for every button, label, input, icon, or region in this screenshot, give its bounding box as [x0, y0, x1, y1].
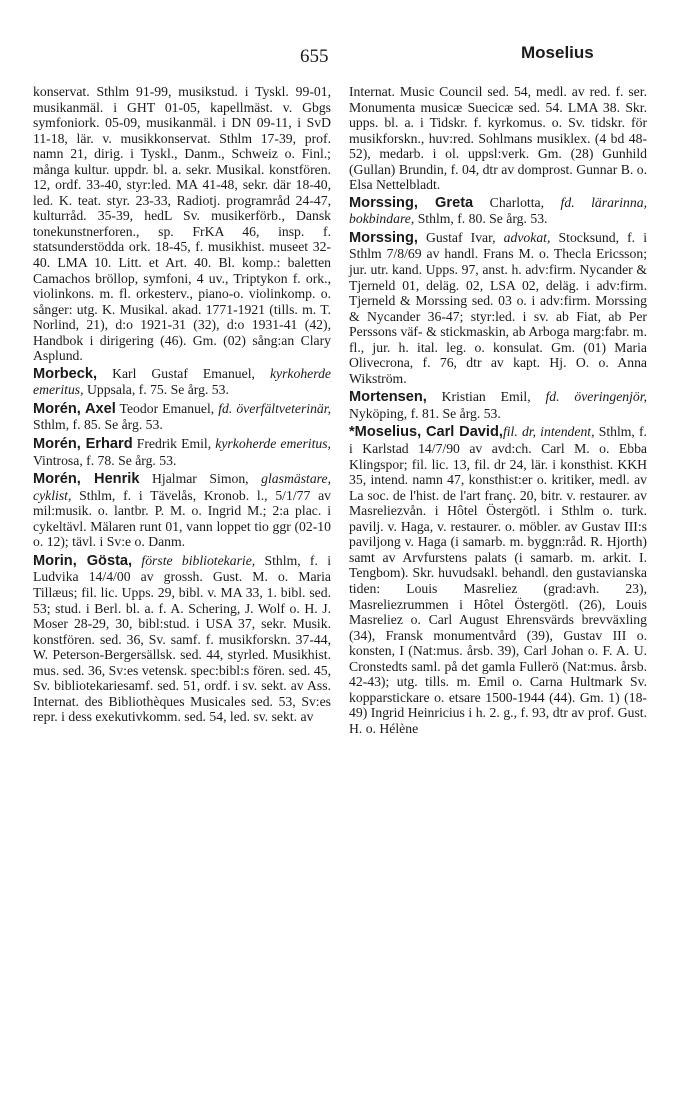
entry-morssing-ivar: [349, 230, 647, 386]
entry-names: [132, 553, 141, 568]
entry-text: Sthlm, f. 80. Se årg. 53.: [414, 211, 548, 227]
entry-headword: Morén, Erhard: [33, 436, 133, 453]
entry-text: Sthlm, f. i Ludvika 14/4/00 av grossh. Gust. M. o. Maria Tillæus; fil. lic. Upps. 29, bibl. v. MA 33, 1. bibl. sed. 53; stud. i Berl. bl. a. f. A. Schering, J. Wolf o. H. J. Moser 28-29, 30, bibl:stud. i USA 37, sekr. Musik. konstfören. sed. 36, Sv. samf. f. musikforskn. 37-44, W. Peterson-Bergersällsk. sed. 44, styrled. Musikhist. mus. sed. 36, Sv:es vetensk. spec:bibl:s fören. sed. 45, Sv. bibliotekariesamf. sed. 51, ordf. i sv. sekt. av Ass. Internat. des Bibliothèques Musicales sed. 53, Sv:es repr. i dess exekutivkomm. sed. 54, led. sv. sekt. av: [33, 552, 331, 725]
entry-occupation: fil. dr, intendent,: [502, 424, 595, 440]
entry-headword: Morén, Axel: [33, 400, 116, 417]
entry-morbeck: [33, 366, 331, 398]
entry-text: Uppsala, f. 75. Se årg. 53.: [83, 382, 229, 398]
entry-occupation: advokat,: [503, 229, 551, 245]
entry-text: Vintrosa, f. 78. Se årg. 53.: [33, 452, 177, 468]
entry-occupation: fd. överingenjör,: [545, 389, 647, 405]
left-column: [33, 84, 331, 725]
entry-names: Teodor Emanuel,: [115, 400, 219, 416]
entry-text: Nyköping, f. 81. Se årg. 53.: [349, 405, 501, 421]
running-head: Moselius: [521, 43, 594, 62]
entry-headword: *Moselius, Carl David,: [349, 424, 503, 441]
entry-mortensen: [349, 389, 647, 421]
page-number: 655: [300, 46, 329, 67]
entry-text: Sthlm, f. i Tävelås, Kronob. l., 5/1/77 av mil:musik. o. lantbr. P. M. o. Ingrid M.; 2:a plac. i cykeltävl. Mälaren runt 01, vann loppet tio ggr (02-10 o. 12); tävl. i Sv:e o. Danm.: [33, 487, 331, 550]
entry-names: Karl Gustaf Emanuel,: [97, 365, 270, 381]
entry-headword: Morssing,: [349, 229, 418, 246]
entry-headword: Mortensen,: [349, 389, 427, 406]
entry-morin-gosta: [33, 553, 331, 725]
entry-occupation: fd. överfältveterinär,: [218, 400, 331, 416]
entry-names: Hjalmar Simon,: [139, 471, 262, 487]
entry-occupation: kyrkoherde emeritus,: [215, 436, 331, 452]
entry-names: Charlotta,: [473, 194, 561, 210]
entry-moren-axel: [33, 401, 331, 433]
entry-headword: Morén, Henrik: [33, 471, 140, 488]
entry-occupation: glasmästare, cyklist,: [33, 471, 331, 503]
entry-text: Sthlm, f. 85. Se årg. 53.: [33, 417, 163, 433]
entry-moren-erhard: [33, 436, 331, 468]
entry-moselius: [349, 424, 647, 736]
entry-names: Kristian Emil,: [426, 389, 546, 405]
entry-headword: Morbeck,: [33, 365, 98, 382]
right-column: [349, 84, 647, 736]
entry-moren-henrik: [33, 471, 331, 550]
entry-occupation: fd. lärarinna, bokbindare,: [349, 194, 648, 227]
entry-occupation: kyrkoherde emeritus,: [33, 365, 331, 398]
entry-headword: Morssing, Greta: [349, 194, 474, 211]
entry-names: Gustaf Ivar,: [417, 229, 504, 245]
entry-names: Fredrik Emil,: [132, 436, 216, 452]
entry-occupation: förste bibliotekarie,: [141, 552, 256, 568]
continued-entry-text: konservat. Sthlm 91-99, musikstud. i Tyskl. 99-01, musikanmäl. i GHT 01-05, kapellmäst. v. Gbgs symfoniork. 05-09, musikanmäl. i DN 09-11, i SvD 11-18, lär. v. musikkonservat. Sthlm 17-39, prof. namn 21, dirig. i Tyskl., Danm., Schweiz o. Finl.; många kultur. uppdr. bl. a. sekr. Musikal. konstfören. 12, ordf. 33-40, styr:led. MA 41-48, sekr. där 18-40, led. K. teat. styr. 23-33, Radiotj. programråd 24-47, kulturråd. 35-39, hedL Sv. musikerförb., Dansk tonekunstnerforen., sp. FrKA 46, insp. f. statsunderstödda ork. 18-45, f. musikhist. museet 32-40. LMA 10. Litt. et Art. 40. Bl. komp.: baletten Camachos bröllop, symfoni, 4 uv., Triptykon f. ork., violinkons. m. fl. orkesterv., piano-o. violinkomp. o. sånger: utg. K. Musikal. akad. 1771-1921 (tills. m. T. Norlind, 21), d:o 1921-31 (32), d:o 1931-41 (42), Handbok i dirigering (46). Gm. (02) sång:an Clary Asplund.: [33, 84, 331, 364]
entry-morssing-greta: [349, 195, 647, 227]
entry-text: Stocksund, f. i Sthlm 7/8/69 av handl. Frans M. o. Thecla Ericsson; jur. utr. kand. Upps. 97, anst. h. adv:firm. Nycander & Tjerneld 01, deläg. 02, LSA 02, deläg. i adv:firm. Tjerneld & Morssing sed. 03 o. i adv:firm. Morssing & Nycander 36-47; styr:led. i sv. ab Fiat, ab Per Perssons väf- & stickmaskin, ab Arboga marg:fabr. m. fl., jur. h. ital. leg. o. konsulat. Gm. (01) Maria Olivecrona, f. 76, dtr av kapt. Hj. O. o. Anna Wikström.: [349, 229, 647, 386]
continued-entry-text: Internat. Music Council sed. 54, medl. av red. f. ser. Monumenta musicæ Suecicæ sed. 54. LMA 38. Skr. upps. bl. a. i Tidskr. f. kyrkomus. o. Sv. tidskr. för musikforskn., huv:red. Sohlmans musiklex. (4 bd 48-52), medarb. i ol. uppsl:verk. Gm. (28) Gunhild (Gullan) Brundin, f. 04, dtr av domprost. Gunnar B. o. Elsa Nettelbladt.: [349, 84, 647, 193]
entry-text: Sthlm, f. i Karlstad 14/7/90 av avd:ch. Carl M. o. Ebba Klingspor; fil. lic. 13, fil. dr 24, lär. i konsthist. KKH 35, intend. namn 47, konsthist:er o. kritiker, medl. av La soc. de l'hist. de l'art franç. 20, bitr. v. restaurer. av Masreliezvån. i Hôtel Östergötl. i Sthlm o. turk. pavilj. v. Haga, v. restaurer. o. möbler. av Gustav III:s paviljong v. Haga (i samarb. m. byggn:råd. R. Hjorth) samt av Arvfurstens palats (i samarb. m. arkit. I. Tengbom). Skr. huvudsakl. behandl. den gustavianska tiden: Louis Masreliez (grad:avh. 23), Masreliezrummen i Hôtel Östergötl. (26), Louis Masreliez o. Carl August Ehrensvärds brevväxling (34), Fransk monumentvård (39), Gustav III o. konsten, I (Nat:mus. årsb. 39), Carl Johan o. F. A. U. Cronstedts saml. på det gamla Fullerö (Nat:mus. årsb. 42-43); utg. tills. m. Emil o. Carna Hultmark Sv. kopparstickare o. etsare 1500-1944 (44). Gm. 1) (18-49) Ingrid Heinricius i h. 2. g., f. 93, dtr av prof. Gust. H. o. Hélène: [349, 424, 647, 736]
entry-headword: Morin, Gösta,: [33, 552, 133, 569]
